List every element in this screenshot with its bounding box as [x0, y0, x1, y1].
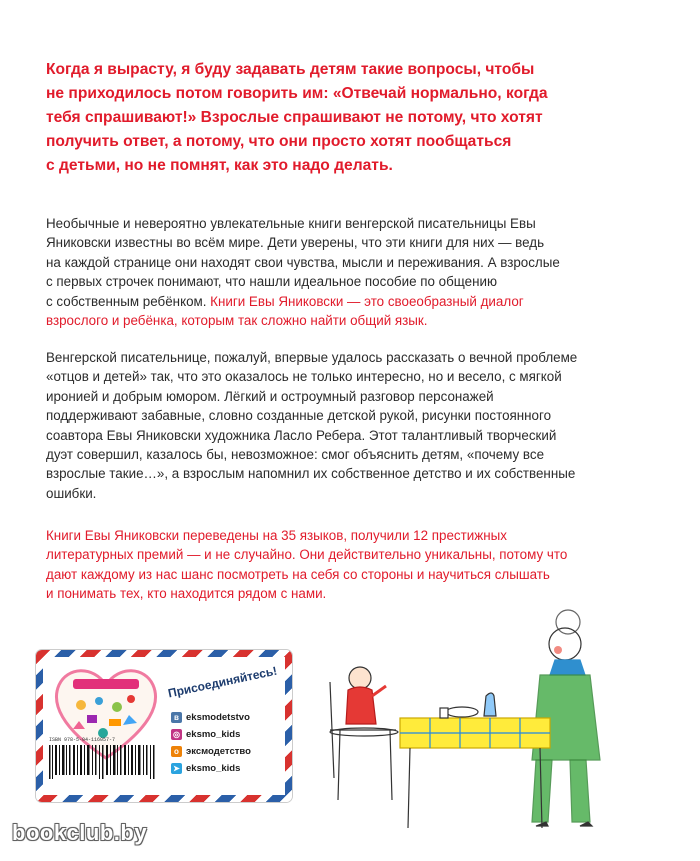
quote-line: с детьми, но не помнят, как это надо делать.: [46, 157, 393, 174]
social-handle: eksmodetstvo: [186, 712, 250, 723]
text-line: и понимать тех, кто находится рядом с нами.: [46, 586, 327, 602]
social-handle: eksmo_kids: [186, 763, 241, 774]
family-table-illustration: [300, 600, 640, 830]
social-link[interactable]: [171, 726, 251, 743]
social-link[interactable]: [171, 760, 251, 777]
paragraph-about-author: [46, 348, 646, 503]
highlight-text: Книги Евы Яниковски — это своеобразный диалог: [210, 293, 524, 309]
text-line: дуэт совершил, казалось бы, невозможное: смог объяснить детям, «почему все: [46, 447, 545, 463]
text-line: Книги Евы Яниковски переведены на 35 языков, получили 12 престижных: [46, 528, 507, 543]
social-links: [171, 709, 251, 777]
text-line: поддерживают забавные, словно созданные детской рукой, рисунки постоянного: [46, 408, 552, 424]
publisher-postcard: [36, 650, 292, 802]
text-line: Яниковски известны во всём мире. Дети уверены, что эти книги для них — ведь: [46, 235, 545, 251]
join-label: Присоединяйтесь!: [166, 663, 279, 701]
text-line: с первых строчек понимают, что нашли идеальное пособие по общению: [46, 274, 497, 290]
quote-line: тебя спрашивают!» Взрослые спрашивают не потому, что хотят: [46, 109, 543, 126]
text-line: «отцов и детей» так, что это оказалось не только интересно, но и весело, с мягкой: [46, 369, 562, 385]
child-figure-icon: [330, 667, 398, 800]
highlight-text: взрослого и ребёнка, которым так сложно найти общий язык.: [46, 313, 428, 329]
quote-line: Когда я вырасту, я буду задавать детям такие вопросы, чтобы: [46, 61, 535, 78]
instagram-icon: ◎: [171, 729, 182, 740]
social-handle: eksmo_kids: [186, 729, 241, 740]
text-line: Необычные и невероятно увлекательные книги венгерской писательницы Евы: [46, 216, 536, 231]
intro-quote: [46, 58, 646, 178]
text-line: на каждой странице они находят свои чувства, мысли и переживания. А взрослые: [46, 254, 560, 270]
social-link[interactable]: [171, 709, 251, 726]
table-icon: [400, 693, 550, 828]
barcode-icon: [47, 743, 159, 783]
social-handle: эксмодетство: [186, 746, 251, 757]
text-line: иронией и добрым юмором. Лёгкий и остроумный разговор персонажей: [46, 388, 494, 404]
paragraph-translations: [46, 526, 646, 604]
text-line: Венгерской писательнице, пожалуй, впервые удалось рассказать о вечной проблеме: [46, 350, 578, 365]
text-line: взрослые такие…», а взрослым напомнил их собственное детство и их собственные: [46, 466, 576, 482]
text-line: дают каждому из нас шанс посмотреть на себя со стороны и научиться слышать: [46, 566, 550, 582]
text-line: литературных премий — и не случайно. Они действительно уникальны, потому что: [46, 547, 568, 563]
telegram-icon: ➤: [171, 763, 182, 774]
social-link[interactable]: [171, 743, 251, 760]
isbn-text: ISBN 978-5-04-116057-7: [49, 737, 116, 743]
paragraph-about-books: [46, 214, 646, 330]
quote-line: не приходилось потом говорить им: «Отвечай нормально, когда: [46, 85, 548, 102]
quote-line: получить ответ, а потому, что они просто хотят пообщаться: [46, 133, 512, 150]
text-line: соавтора Евы Яниковски художника Ласло Ребера. Этот талантливый творческий: [46, 427, 557, 443]
watermark: bookclub.by: [12, 820, 148, 845]
text-line: ошибки.: [46, 485, 97, 501]
text-line: с собственным ребёнком.: [46, 293, 211, 309]
ok-icon: о: [171, 746, 182, 757]
vk-icon: в: [171, 712, 182, 723]
